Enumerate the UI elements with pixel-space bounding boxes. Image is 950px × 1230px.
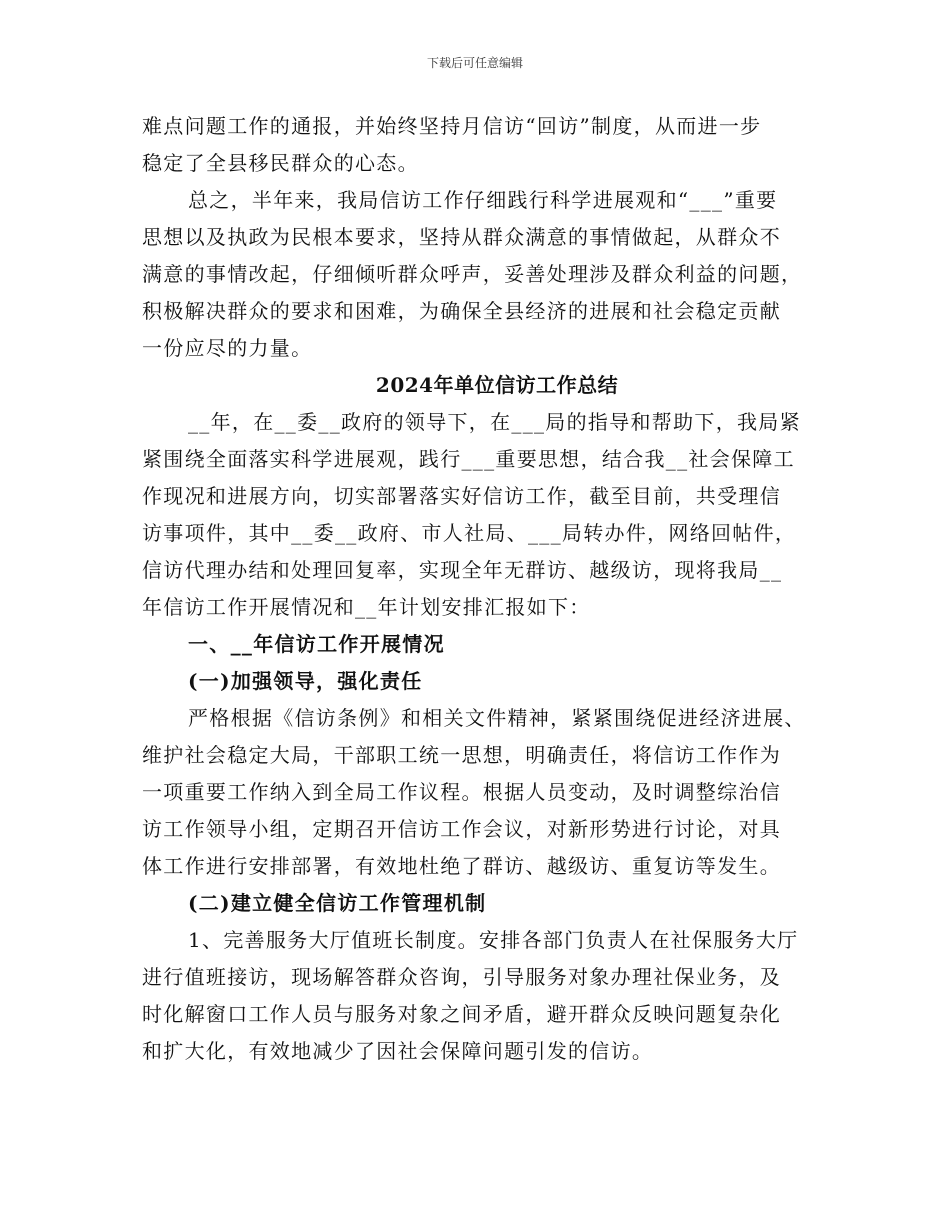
paragraph-line: 和扩大化，有效地减少了因社会保障问题引发的信访。 — [142, 1039, 654, 1063]
document-body — [142, 108, 822, 1070]
paragraph-line: 思想以及执政为民根本要求，坚持从群众满意的事情做起，从群众不 — [142, 225, 781, 249]
paragraph-line: 总之，半年来，我局信访工作仔细践行科学进展观和“___”重要 — [188, 188, 778, 212]
paragraph-line: 积极解决群众的要求和困难，为确保全县经济的进展和社会稳定贡献 — [142, 299, 781, 323]
document-title: 2024年单位信访工作总结 — [375, 373, 619, 397]
paragraph-line: 作现况和进展方向，切实部署落实好信访工作，截至目前，共受理信 — [142, 484, 781, 508]
paragraph-line: 访工作领导小组，定期召开信访工作会议，对新形势进行讨论，对具 — [142, 817, 781, 841]
paragraph-line: 维护社会稳定大局，干部职工统一思想，明确责任，将信访工作作为 — [142, 743, 781, 767]
subsection-heading: (二)建立健全信访工作管理机制 — [188, 891, 487, 915]
paragraph-line: 严格根据《信访条例》和相关文件精神，紧紧围绕促进经济进展、 — [188, 706, 806, 730]
paragraph-line: 1、完善服务大厅值班长制度。安排各部门负责人在社保服务大厅 — [188, 928, 799, 952]
paragraph-line: 体工作进行安排部署，有效地杜绝了群访、越级访、重复访等发生。 — [142, 854, 781, 878]
paragraph-line: 年信访工作开展情况和__年计划安排汇报如下： — [142, 595, 591, 619]
paragraph-line: 进行值班接访，现场解答群众咨询，引导服务对象办理社保业务，及 — [142, 965, 781, 989]
paragraph-line: 一项重要工作纳入到全局工作议程。根据人员变动，及时调整综治信 — [142, 780, 781, 804]
page-header-note: 下载后可任意编辑 — [426, 56, 523, 70]
paragraph-line: 一份应尽的力量。 — [142, 336, 313, 360]
paragraph-line: 稳定了全县移民群众的心态。 — [142, 151, 419, 175]
paragraph-line: __年，在__委__政府的领导下，在___局的指导和帮助下，我局紧 — [188, 410, 801, 434]
paragraph-line: 访事项件，其中__委__政府、市人社局、___局转办件，网络回帖件， — [142, 521, 797, 545]
subsection-heading: (一)加强领导，强化责任 — [188, 669, 423, 693]
paragraph-line: 难点问题工作的通报，并始终坚持月信访“回访”制度，从而进一步 — [142, 114, 762, 138]
paragraph-line: 信访代理办结和处理回复率，实现全年无群访、越级访，现将我局__ — [142, 558, 783, 582]
paragraph-line: 紧围绕全面落实科学进展观，践行___重要思想，结合我__社会保障工 — [142, 447, 795, 471]
paragraph-line: 满意的事情改起，仔细倾听群众呼声，妥善处理涉及群众利益的问题， — [142, 262, 803, 286]
section-heading: 一、__年信访工作开展情况 — [188, 632, 445, 656]
paragraph-line: 时化解窗口工作人员与服务对象之间矛盾，避开群众反映问题复杂化 — [142, 1002, 781, 1026]
